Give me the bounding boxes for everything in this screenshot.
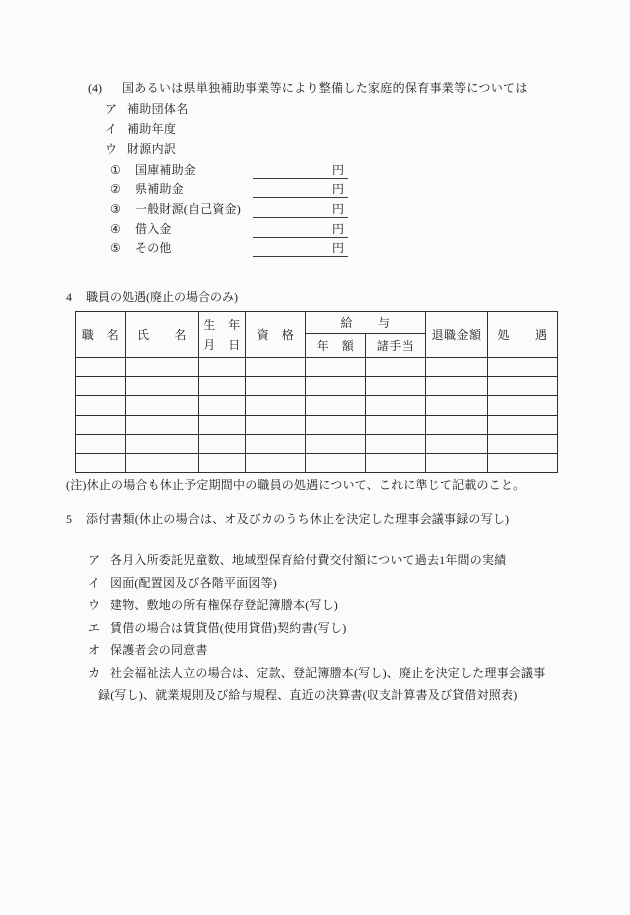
item-number: ⑤ xyxy=(110,241,121,256)
attachment-item-corporation-documents xyxy=(88,662,550,707)
birthdate-line2: 月 日 xyxy=(203,337,241,352)
empty-cell xyxy=(426,396,488,415)
empty-cell xyxy=(306,453,366,472)
empty-cell xyxy=(199,453,246,472)
yen-unit: 円 xyxy=(331,182,344,197)
empty-cell xyxy=(246,358,306,377)
empty-cell xyxy=(488,434,558,453)
empty-cell xyxy=(76,434,126,453)
amount-blank-field xyxy=(253,180,348,198)
item-text: 補助年度 xyxy=(127,122,177,136)
empty-cell xyxy=(488,453,558,472)
empty-cell xyxy=(366,453,426,472)
list-item-subsidy-org xyxy=(0,99,630,119)
section-number: 5 xyxy=(66,512,73,526)
item-text: 図面(配置図及び各階平面図等) xyxy=(110,575,277,590)
item-label: カ xyxy=(88,665,101,680)
funding-name: 県補助金 xyxy=(135,182,184,197)
attachment-list xyxy=(0,549,630,707)
empty-cell xyxy=(488,415,558,434)
attachment-item-registry-copy xyxy=(88,594,550,617)
empty-cell xyxy=(126,377,199,396)
empty-cell xyxy=(246,396,306,415)
item-number: ③ xyxy=(110,202,121,217)
empty-cell xyxy=(366,377,426,396)
empty-cell xyxy=(246,377,306,396)
subsection-4-title: 国あるいは県単独補助事業等により整備した家庭的保育事業等については xyxy=(122,81,528,95)
empty-cell xyxy=(306,358,366,377)
section-4-heading xyxy=(66,290,238,305)
table-row xyxy=(76,358,558,377)
item-text: 保護者会の同意書 xyxy=(110,643,208,657)
item-number: ② xyxy=(110,182,121,197)
empty-cell xyxy=(306,415,366,434)
item-label: ア xyxy=(88,553,101,567)
empty-cell xyxy=(426,358,488,377)
funding-breakdown-list xyxy=(0,159,630,257)
empty-cell xyxy=(246,453,306,472)
funding-name: その他 xyxy=(135,241,172,256)
section-number: 4 xyxy=(66,290,72,304)
item-text: 建物、敷地の所有権保存登記簿謄本(写し) xyxy=(110,598,338,612)
empty-cell xyxy=(199,358,246,377)
attachment-item-drawings xyxy=(88,572,550,595)
subsection-4-heading xyxy=(0,78,630,99)
empty-cell xyxy=(126,415,199,434)
empty-cell xyxy=(76,377,126,396)
item-text: 財源内訳 xyxy=(127,142,177,156)
funding-name: 一般財源(自己資金) xyxy=(135,202,241,217)
col-header-job-title: 職 名 xyxy=(76,312,126,358)
funding-name: 国庫補助金 xyxy=(135,162,197,177)
item-label: エ xyxy=(88,620,101,635)
amount-blank-field xyxy=(253,220,348,238)
attachment-item-enrollment-record xyxy=(88,549,550,572)
empty-cell xyxy=(126,453,199,472)
yen-unit: 円 xyxy=(331,241,344,256)
empty-cell xyxy=(488,396,558,415)
col-header-annual-amount: 年 額 xyxy=(306,334,366,358)
item-label: イ xyxy=(88,575,101,590)
funding-row-general-funds xyxy=(0,198,630,218)
empty-cell xyxy=(488,377,558,396)
empty-cell xyxy=(246,434,306,453)
item-text: 社会福祉法人立の場合は、定款、登記簿謄本(写し)、廃止を決定した理事会議事録(写し)、就業規則及び給与規程、直近の決算書(収支計算書及び貸借対照表) xyxy=(98,665,546,702)
section-title: 添付書類(休止の場合は、オ及びカのうち休止を決定した理事会議事録の写し) xyxy=(86,512,510,526)
amount-blank-field xyxy=(253,161,348,179)
col-header-name: 氏 名 xyxy=(126,312,199,358)
empty-cell xyxy=(426,453,488,472)
subsection-4-number: (4) xyxy=(88,81,102,95)
funding-row-national-subsidy xyxy=(0,159,630,179)
col-header-retirement-pay: 退職金額 xyxy=(426,312,488,358)
col-header-allowances: 諸手当 xyxy=(366,334,426,358)
item-text: 各月入所委託児童数、地域型保育給付費交付額について過去1年間の実績 xyxy=(110,553,507,567)
funding-row-other xyxy=(0,238,630,258)
table-row xyxy=(76,396,558,415)
col-header-treatment: 処 遇 xyxy=(488,312,558,358)
col-header-salary-group: 給 与 xyxy=(306,312,426,334)
empty-cell xyxy=(426,434,488,453)
list-item-subsidy-year xyxy=(0,119,630,139)
table-note: (注)休止の場合も休止予定期間中の職員の処遇について、これに準じて記載のこと。 xyxy=(66,478,526,492)
section-title: 職員の処遇(廃止の場合のみ) xyxy=(86,290,238,304)
empty-cell xyxy=(366,415,426,434)
table-row xyxy=(76,415,558,434)
empty-cell xyxy=(76,396,126,415)
empty-cell xyxy=(366,396,426,415)
yen-unit: 円 xyxy=(331,202,344,217)
funding-row-prefectural-subsidy xyxy=(0,179,630,199)
amount-blank-field xyxy=(253,239,348,257)
attachment-item-guardian-consent xyxy=(88,639,550,662)
item-label: イ xyxy=(105,122,118,136)
empty-cell xyxy=(426,377,488,396)
item-text: 賃借の場合は賃貸借(使用貸借)契約書(写し) xyxy=(110,620,347,635)
empty-cell xyxy=(76,415,126,434)
amount-blank-field xyxy=(253,200,348,218)
empty-cell xyxy=(366,434,426,453)
empty-cell xyxy=(246,415,306,434)
item-number: ④ xyxy=(110,221,121,236)
empty-cell xyxy=(199,377,246,396)
staff-treatment-table xyxy=(75,311,558,473)
empty-cell xyxy=(366,358,426,377)
item-number: ① xyxy=(110,162,121,177)
empty-cell xyxy=(306,434,366,453)
item-label: ウ xyxy=(105,142,118,156)
birthdate-line1: 生 年 xyxy=(203,317,241,332)
item-label: オ xyxy=(88,643,101,657)
item-text: 補助団体名 xyxy=(127,102,189,116)
funding-name: 借入金 xyxy=(135,221,172,236)
empty-cell xyxy=(488,358,558,377)
empty-cell xyxy=(199,396,246,415)
empty-cell xyxy=(126,396,199,415)
empty-cell xyxy=(76,358,126,377)
empty-cell xyxy=(126,358,199,377)
empty-cell xyxy=(126,434,199,453)
subsection-4-subsidy xyxy=(0,78,630,159)
empty-cell xyxy=(199,415,246,434)
empty-cell xyxy=(306,396,366,415)
yen-unit: 円 xyxy=(331,162,344,177)
col-header-qualification: 資 格 xyxy=(246,312,306,358)
attachment-item-lease-contract xyxy=(88,617,550,640)
empty-cell xyxy=(76,453,126,472)
col-header-birthdate xyxy=(199,312,246,358)
item-label: ウ xyxy=(88,598,101,612)
item-label: ア xyxy=(105,102,118,116)
empty-cell xyxy=(426,415,488,434)
empty-cell xyxy=(199,434,246,453)
list-item-fund-breakdown xyxy=(0,139,630,159)
section-5-heading xyxy=(66,512,509,527)
funding-row-loan xyxy=(0,218,630,238)
yen-unit: 円 xyxy=(331,221,344,236)
table-row xyxy=(76,434,558,453)
table-row xyxy=(76,377,558,396)
table-row xyxy=(76,453,558,472)
empty-cell xyxy=(306,377,366,396)
